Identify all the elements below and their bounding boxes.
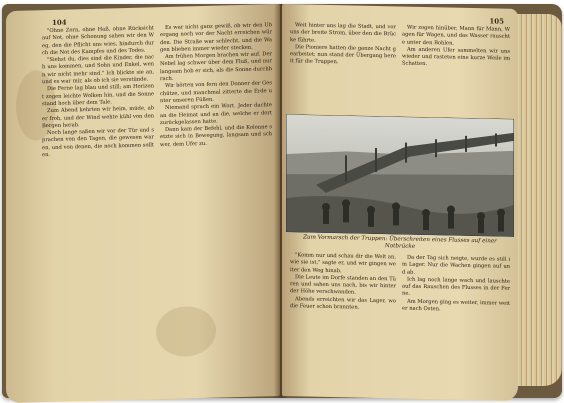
figure-caption: Zum Vormarsch der Truppen: Überschreiten eines Flusses auf einer Notbrücke — [303, 234, 497, 250]
text-column — [290, 22, 396, 118]
paragraph: Die Leute im Dorfe standen an den Türen und sahen uns nach, bis wir hinter der Höhe verschwanden. — [290, 274, 396, 297]
paragraph: Weit hinter uns lag die Stadt, und vor uns der breite Strom, über den die Brücke führte. — [290, 22, 396, 44]
paragraph: "Komm nur und schau dir die Welt an, wie sie ist," sagte er, und wir gingen weiter den Weg hinab. — [290, 252, 396, 274]
paragraph: Am frühen Morgen brachen wir auf. Der Nebel lag schwer über dem Fluß, und nur langsam hob er sich, als die Sonne durchbrach. — [160, 51, 272, 83]
text-column — [42, 25, 154, 398]
page-number: 104 — [52, 17, 67, 27]
paragraph: Ich lag noch lange wach und lauschte auf das Rauschen des Flusses in der Ferne. — [402, 276, 510, 298]
bridge-crossing-photo — [286, 114, 514, 237]
text-column — [290, 252, 396, 394]
paragraph: "Ohne Zorn, ohne Haß, ohne Rücksicht auf Not, ohne Schonung sahen wir den Weg, den die Pflicht uns wies, hindurch durch die Not des Kampfes und des Todes. — [42, 25, 154, 57]
text-column — [402, 255, 510, 397]
paragraph: Zum Abend kehrten wir heim, müde, aber froh, und der Wind wehte kühl von den Bergen herab. — [42, 105, 154, 130]
paragraph: Wir zogen hinüber, Mann für Mann, Wagen für Wagen, und das Wasser rauschte unter den Bohlen. — [402, 24, 510, 47]
right-page — [282, 4, 518, 401]
paragraph: Die Pioniere hatten die ganze Nacht gearbeitet; nun stand der Übergang bereit für die Truppen. — [290, 44, 396, 66]
paragraph: "Siehst du, dies sind die Kinder, die nach uns kommen, und Sohn und Enkel, wenn wir nicht mehr sind." Ich blickte sie an, und es war mir, als ob ich sie verstünde. — [42, 54, 154, 86]
paragraph: Noch lange saßen wir vor der Tür und sprachen von den Tagen, die gewesen waren, und von denen, die noch kommen sollten. — [42, 127, 154, 159]
paragraph: Wir hörten von fern den Donner der Geschütze, und manchmal zitterte die Erde unter unseren Füßen. — [160, 80, 272, 105]
paragraph: Die Ferne lag blau und still; am Horizont zogen leichte Wolken hin, und die Sonne stand hoch über dem Tale. — [42, 83, 154, 108]
text-column — [402, 25, 510, 121]
page-number: 105 — [489, 16, 504, 26]
page-edges — [514, 14, 562, 386]
text-column — [160, 22, 272, 395]
left-text-columns — [42, 22, 272, 398]
paragraph: Es war nicht ganz gewiß, ob wir den Übergang noch vor der Nacht erreichen würden. Die Straße war schlecht, und die Wagen blieben immer wieder stecken. — [160, 22, 272, 54]
paragraph: Am anderen Ufer sammelten wir uns wieder und rasteten eine kurze Weile im Schatten. — [402, 46, 510, 68]
paragraph: Abends erreichten wir das Lager, wo die Feuer schon brannten. — [290, 296, 396, 311]
left-page — [6, 4, 280, 403]
paragraph: Am Morgen ging es weiter, immer weiter nach Osten. — [402, 298, 510, 313]
open-book — [2, 4, 562, 398]
paragraph: Da der Tag sich neigte, wurde es still im Lager. Nur die Wachen gingen auf und ab. — [402, 254, 510, 276]
photo-illustration — [286, 114, 514, 237]
paragraph: Dann kam der Befehl, und die Kolonne setzte sich in Bewegung, langsam und schwer, dem Ufer zu. — [160, 124, 272, 148]
paragraph: Niemand sprach ein Wort. Jeder dachte an die Heimat und an die, welche er dort zurückgelassen hatte. — [160, 102, 272, 127]
